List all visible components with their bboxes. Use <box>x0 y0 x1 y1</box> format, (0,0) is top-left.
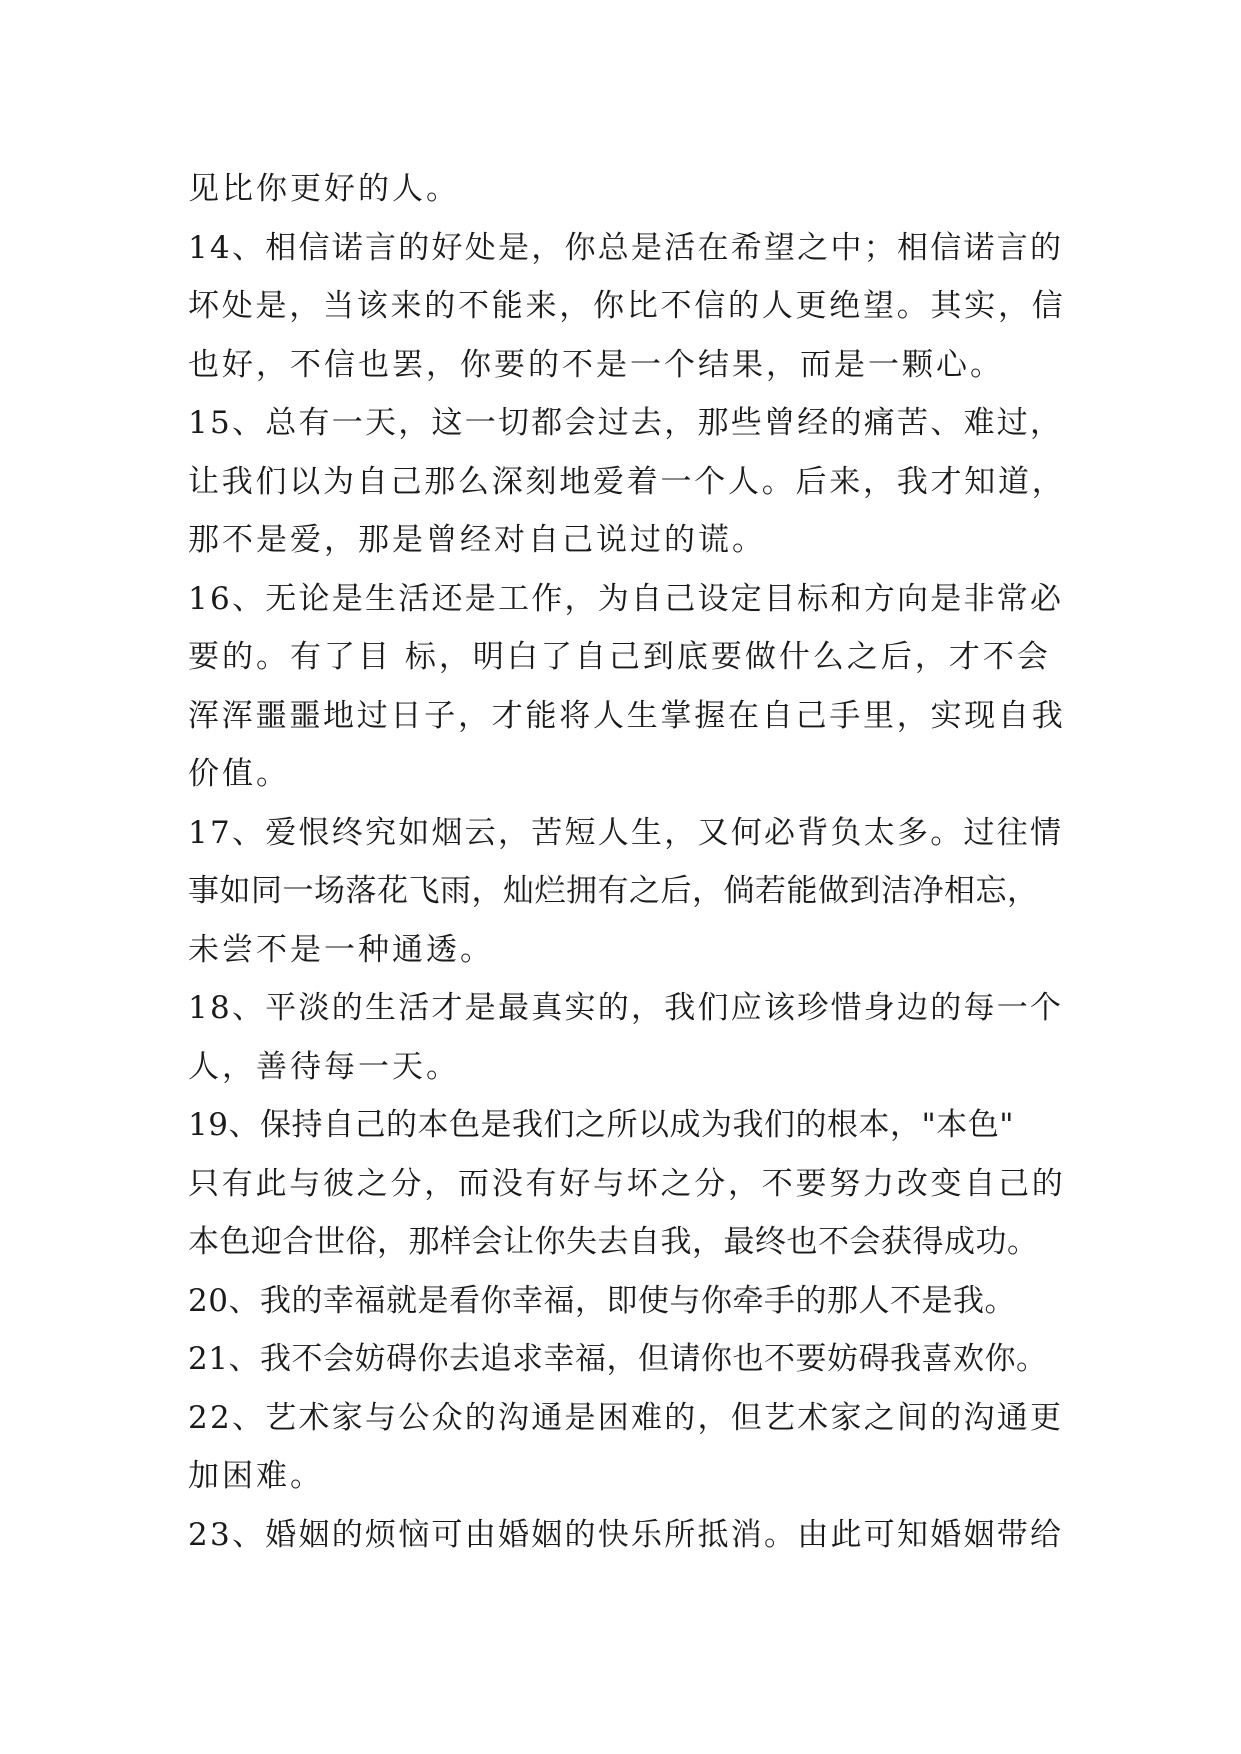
text-line: 加困难。 <box>188 1458 324 1494</box>
text-line: 让我们以为自己那么深刻地爱着一个人。后来，我才知道， <box>188 463 1066 500</box>
text-line: 那不是爱，那是曾经对自己说过的谎。 <box>188 522 766 558</box>
text-line: 浑浑噩噩地过日子，才能将人生掌握在自己手里，实现自我 <box>188 697 1066 734</box>
text-line: 21、我不会妨碍你去追求幸福，但请你也不要妨碍我喜欢你。 <box>188 1341 1048 1377</box>
text-line: 20、我的幸福就是看你幸福，即使与你牵手的那人不是我。 <box>188 1282 1016 1319</box>
text-line: 17、爱恨终究如烟云，苦短人生，又何必背负太多。过往情 <box>188 814 1064 851</box>
text-line: 本色迎合世俗，那样会让你失去自我，最终也不会获得成功。 <box>188 1224 1039 1260</box>
text-line: 价值。 <box>188 756 290 792</box>
text-line: 也好，不信也罢，你要的不是一个结果，而是一颗心。 <box>188 346 1004 383</box>
text-line: 只有此与彼之分，而没有好与坏之分，不要努力改变自己的 <box>188 1165 1066 1202</box>
text-line: 14、相信诺言的好处是，你总是活在希望之中；相信诺言的 <box>188 229 1064 266</box>
text-line: 22、艺术家与公众的沟通是困难的，但艺术家之间的沟通更 <box>188 1399 1064 1436</box>
text-line: 见比你更好的人。 <box>188 171 460 207</box>
text-line: 坏处是，当该来的不能来，你比不信的人更绝望。其实，信 <box>188 288 1066 324</box>
body-text <box>188 160 1068 1564</box>
text-line: 19、保持自己的本色是我们之所以成为我们的根本，"本色" <box>188 1107 1014 1143</box>
text-line: 18、平淡的生活才是最真实的，我们应该珍惜身边的每一个 <box>188 990 1064 1026</box>
text-line: 事如同一场落花飞雨，灿烂拥有之后，倘若能做到洁净相忘， <box>188 873 1039 909</box>
text-line: 人，善待每一天。 <box>188 1048 460 1085</box>
text-line: 要的。有了目 标，明白了自己到底要做什么之后，才不会 <box>188 639 1051 675</box>
text-line: 15、总有一天，这一切都会过去，那些曾经的痛苦、难过， <box>188 405 1064 441</box>
text-line: 16、无论是生活还是工作，为自己设定目标和方向是非常必 <box>188 580 1064 617</box>
text-line: 23、婚姻的烦恼可由婚姻的快乐所抵消。由此可知婚姻带给 <box>188 1516 1064 1553</box>
text-line: 未尝不是一种通透。 <box>188 931 494 968</box>
